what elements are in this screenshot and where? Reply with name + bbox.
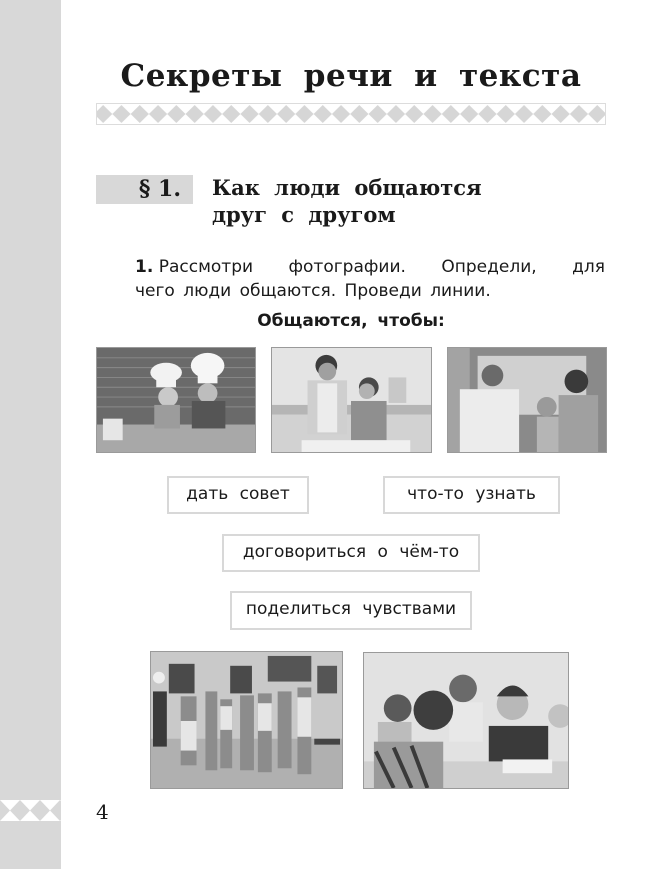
- section-title-line1: Как люди общаются: [212, 175, 482, 200]
- photo-kids-classroom[interactable]: [363, 652, 569, 789]
- diamond-ornament-divider: [96, 103, 606, 125]
- left-margin-band: [0, 0, 61, 869]
- task-line2: чего люди общаются. Проведи линии.: [135, 281, 491, 301]
- photo-father-son-kitchen[interactable]: [271, 347, 432, 453]
- phrase-agree-on-something[interactable]: договориться о чём-то: [222, 534, 480, 572]
- photo-children-baking[interactable]: [96, 347, 256, 453]
- photo-museum-excursion[interactable]: [150, 651, 343, 789]
- task-word: фотографии.: [288, 257, 406, 277]
- task-subheading: Общаются, чтобы:: [257, 311, 445, 331]
- margin-diamond-ornament: [0, 800, 61, 821]
- phrase-give-advice[interactable]: дать совет: [167, 476, 309, 514]
- phrase-share-feelings[interactable]: поделиться чувствами: [230, 591, 472, 630]
- task-word: Рассмотри: [158, 257, 254, 277]
- phrase-learn-something[interactable]: что-то узнать: [383, 476, 560, 514]
- page-number: 4: [96, 800, 109, 824]
- chapter-title: Секреты речи и текста: [120, 58, 582, 94]
- task-instructions: [135, 255, 605, 303]
- task-number: 1.: [135, 257, 154, 277]
- section-number-badge: § 1.: [96, 175, 193, 204]
- section-title-line2: друг с другом: [212, 202, 396, 227]
- photo-doctor-family[interactable]: [447, 347, 607, 453]
- task-word: для: [572, 257, 605, 277]
- task-word: Определи,: [441, 257, 537, 277]
- section-title: [212, 174, 532, 228]
